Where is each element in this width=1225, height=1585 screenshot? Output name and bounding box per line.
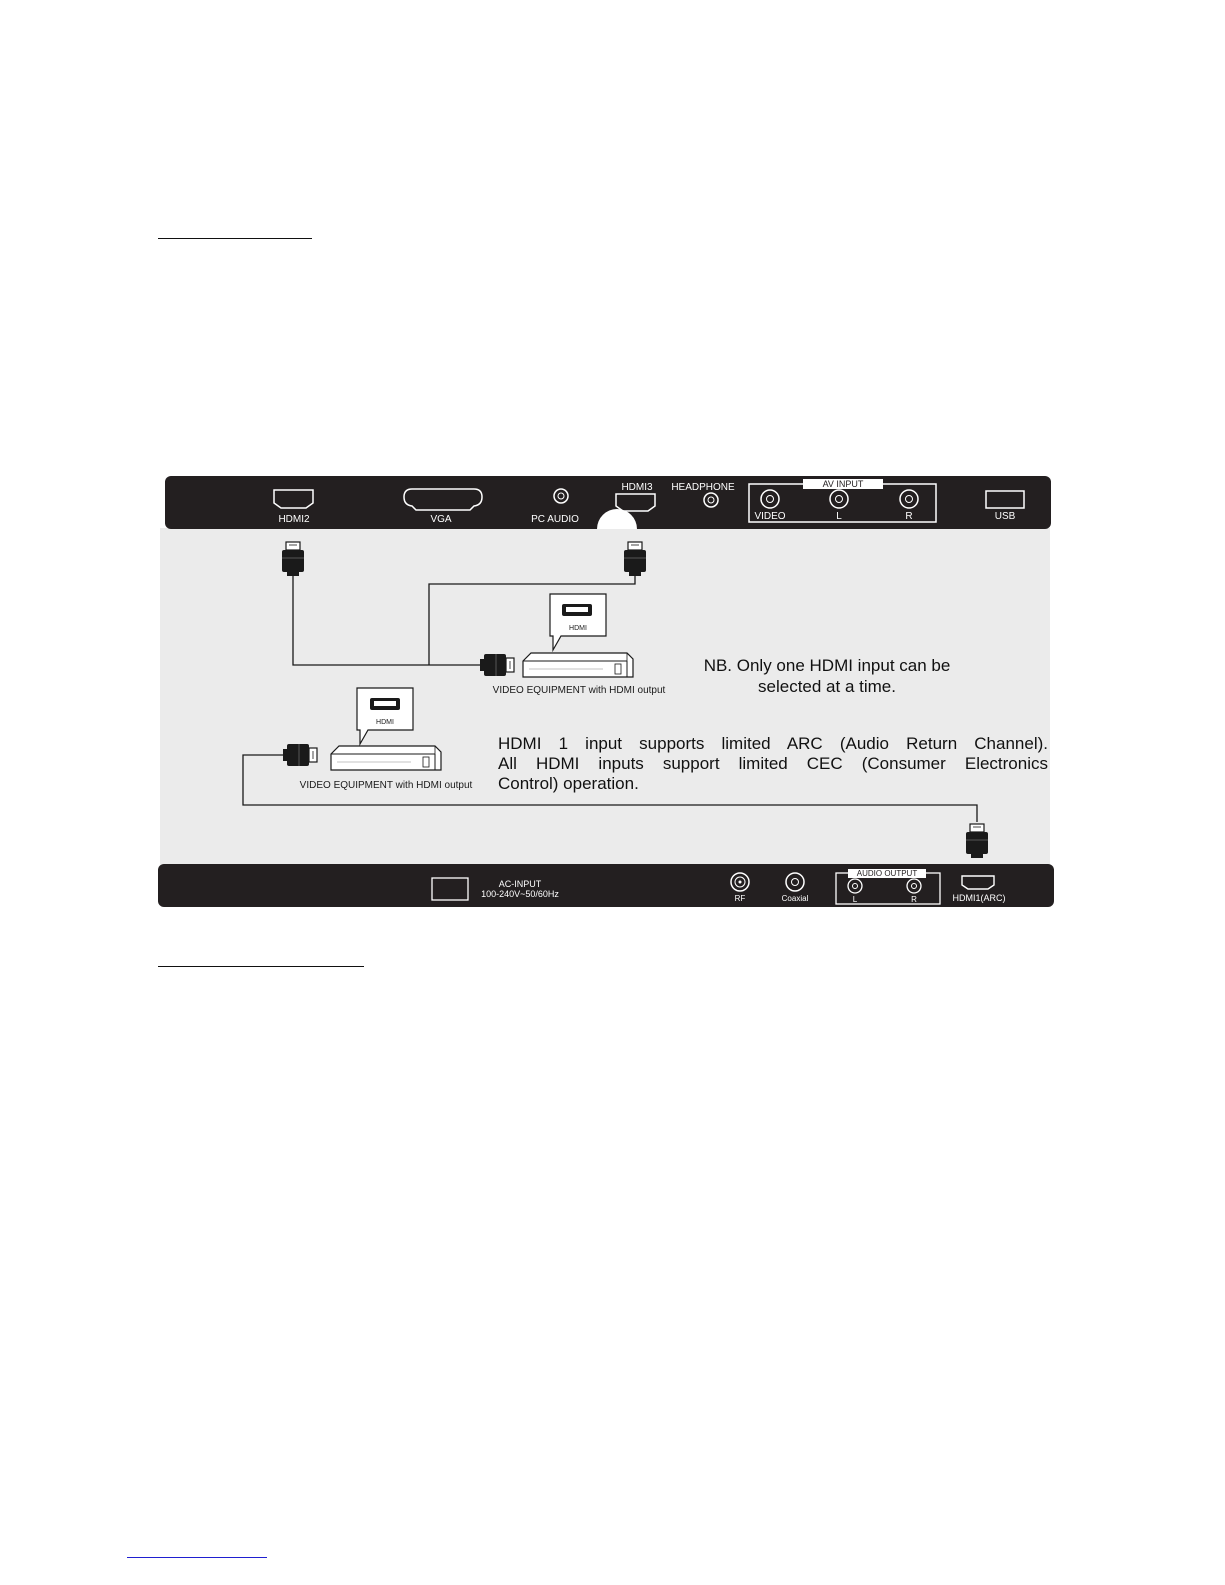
device-2-bubble-label: HDMI (376, 719, 394, 726)
hdmi1-arc-label: HDMI1(ARC) (952, 893, 1006, 903)
av-right-label: R (905, 511, 913, 522)
nb-line-2: selected at a time. (758, 677, 896, 696)
pc-audio-label: PC AUDIO (531, 514, 579, 525)
hdmi3-label: HDMI3 (621, 482, 653, 493)
nb-note (672, 655, 982, 697)
device-1-caption: VIDEO EQUIPMENT with HDMI output (492, 685, 666, 696)
audio-right-label: R (911, 895, 917, 904)
audio-left-label: L (852, 895, 858, 904)
device-1-bubble-label: HDMI (569, 625, 587, 632)
vga-label: VGA (430, 514, 452, 525)
arc-cec-note (498, 734, 1048, 794)
usb-label: USB (994, 511, 1016, 522)
av-input-label: AV INPUT (822, 479, 864, 489)
headphone-label: HEADPHONE (671, 482, 735, 493)
video-equipment-icon (331, 746, 441, 770)
rf-label: RF (734, 894, 746, 903)
ac-input-spec: 100-240V~50/60Hz (481, 889, 559, 899)
ac-input-title: AC-INPUT (498, 879, 542, 889)
hdmi2-label: HDMI2 (278, 514, 310, 525)
audio-output-label: AUDIO OUTPUT (856, 869, 918, 878)
av-video-label: VIDEO (754, 511, 786, 522)
video-equipment-icon (523, 653, 633, 677)
arc-line-2: All HDMI inputs support limited CEC (Consumer Electronics (498, 754, 1048, 773)
av-left-label: L (836, 511, 842, 522)
device-2-caption: VIDEO EQUIPMENT with HDMI output (299, 780, 473, 791)
arc-line-1: HDMI 1 input supports limited ARC (Audio Return Channel). (498, 734, 1048, 753)
arc-line-3: Control) operation. (498, 774, 639, 793)
coaxial-label: Coaxial (781, 894, 809, 903)
nb-line-1: NB. Only one HDMI input can be (703, 656, 951, 675)
